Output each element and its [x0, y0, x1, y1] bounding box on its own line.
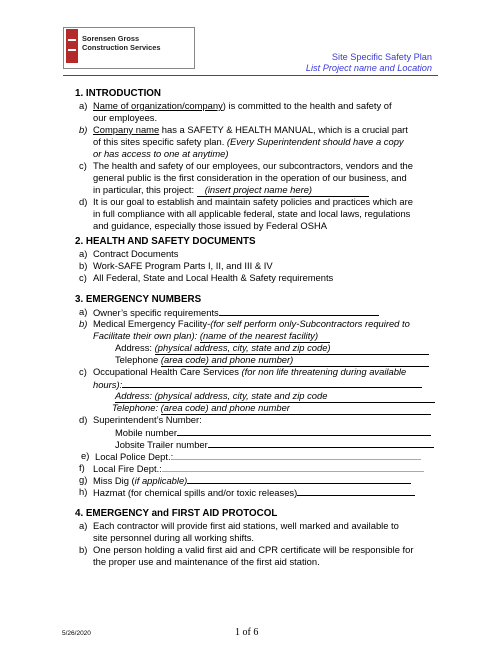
intro-item-b: b) Company name has a SAFETY & HEALTH MANUAL, which is a crucial part of this sites specific safety plan. (Every Superintendent should have a copy or has access to one at anytime)	[79, 124, 408, 159]
health-care-telephone: Telephone: (area code) and phone number	[112, 402, 432, 415]
facility-telephone: Telephone (area code) and phone number)	[115, 354, 435, 367]
section-heading-emergency-numbers: 3. EMERGENCY NUMBERS	[75, 294, 202, 305]
trailer-number-field	[208, 438, 434, 448]
emergency-item-a: a) Owner’s specific requirements	[93, 306, 438, 319]
project-name-field: (insert project name here)	[197, 184, 369, 197]
logo-mark-icon	[66, 29, 78, 63]
intro-item-c: c) The health and safety of our employees, our subcontractors, vendors and the general public is the first consideration in the operation of our business, and in particular, this project: (insert project name here)	[79, 160, 413, 195]
emergency-item-b: b) Medical Emergency Facility-(for self perform only-Subcontractors required to Facilitate their own plan): (name of the nearest facility)	[79, 318, 410, 341]
company-name-line2: Construction Services	[82, 43, 161, 52]
section-heading-introduction: 1. INTRODUCTION	[75, 88, 161, 99]
facility-telephone-field: (area code) and phone number)	[161, 354, 429, 367]
nearest-facility-field: (name of the nearest facility)	[200, 330, 330, 343]
facility-address-field: (physical address, city, state and zip code)	[155, 342, 429, 355]
health-care-telephone-field: (area code) and phone number	[161, 402, 431, 415]
section-heading-first-aid: 4. EMERGENCY and FIRST AID PROTOCOL	[75, 508, 278, 519]
company-name-line1: Sorensen Gross	[82, 34, 140, 43]
footer-date: 5/26/2020	[62, 630, 91, 637]
header-subtitle: List Project name and Location	[305, 63, 432, 73]
emergency-item-h: h) Hazmat (for chemical spills and/or toxic releases)	[93, 486, 438, 499]
first-aid-item-a: a) Each contractor will provide first aid stations, well marked and available to site personnel during all working shifts.	[79, 520, 399, 543]
documents-item-a: a) Contract Documents	[79, 248, 179, 259]
emergency-item-d: d) Superintendent’s Number:	[79, 414, 202, 425]
emergency-item-c: c) Occupational Health Care Services (for non life threatening during available hours):	[93, 366, 438, 391]
header-title: Site Specific Safety Plan	[331, 52, 432, 62]
emergency-item-f: f) Local Fire Dept.:	[93, 462, 438, 475]
trailer-number: Jobsite Trailer number	[115, 438, 435, 451]
health-care-address-field: Address: (physical address, city, state and zip code	[115, 390, 435, 403]
mobile-number: Mobile number	[115, 426, 435, 439]
page-number: 1 of 6	[235, 627, 259, 638]
first-aid-item-b: b) One person holding a valid first aid and CPR certificate will be responsible for the proper use and maintenance of the first aid station.	[79, 544, 414, 567]
intro-item-d: d) It is our goal to establish and maintain safety policies and practices which are in full compliance with all applicable federal, state and local laws, regulations and guidance, especially those issued by Federal OSHA	[79, 196, 413, 231]
mobile-number-field	[177, 426, 431, 436]
facility-address: Address: (physical address, city, state and zip code)	[115, 342, 435, 355]
documents-item-b: b) Work-SAFE Program Parts I, II, and III & IV	[79, 260, 273, 271]
documents-item-c: c) All Federal, State and Local Health & Safety requirements	[79, 272, 334, 283]
emergency-item-e: e) Local Police Dept.:	[95, 450, 440, 463]
header-divider	[63, 75, 438, 76]
section-heading-documents: 2. HEALTH AND SAFETY DOCUMENTS	[75, 236, 256, 247]
emergency-item-g: g) Miss Dig (if applicable)	[93, 474, 438, 487]
intro-item-a: a) Name of organization/company) is committed to the health and safety of our employees.	[79, 100, 392, 123]
